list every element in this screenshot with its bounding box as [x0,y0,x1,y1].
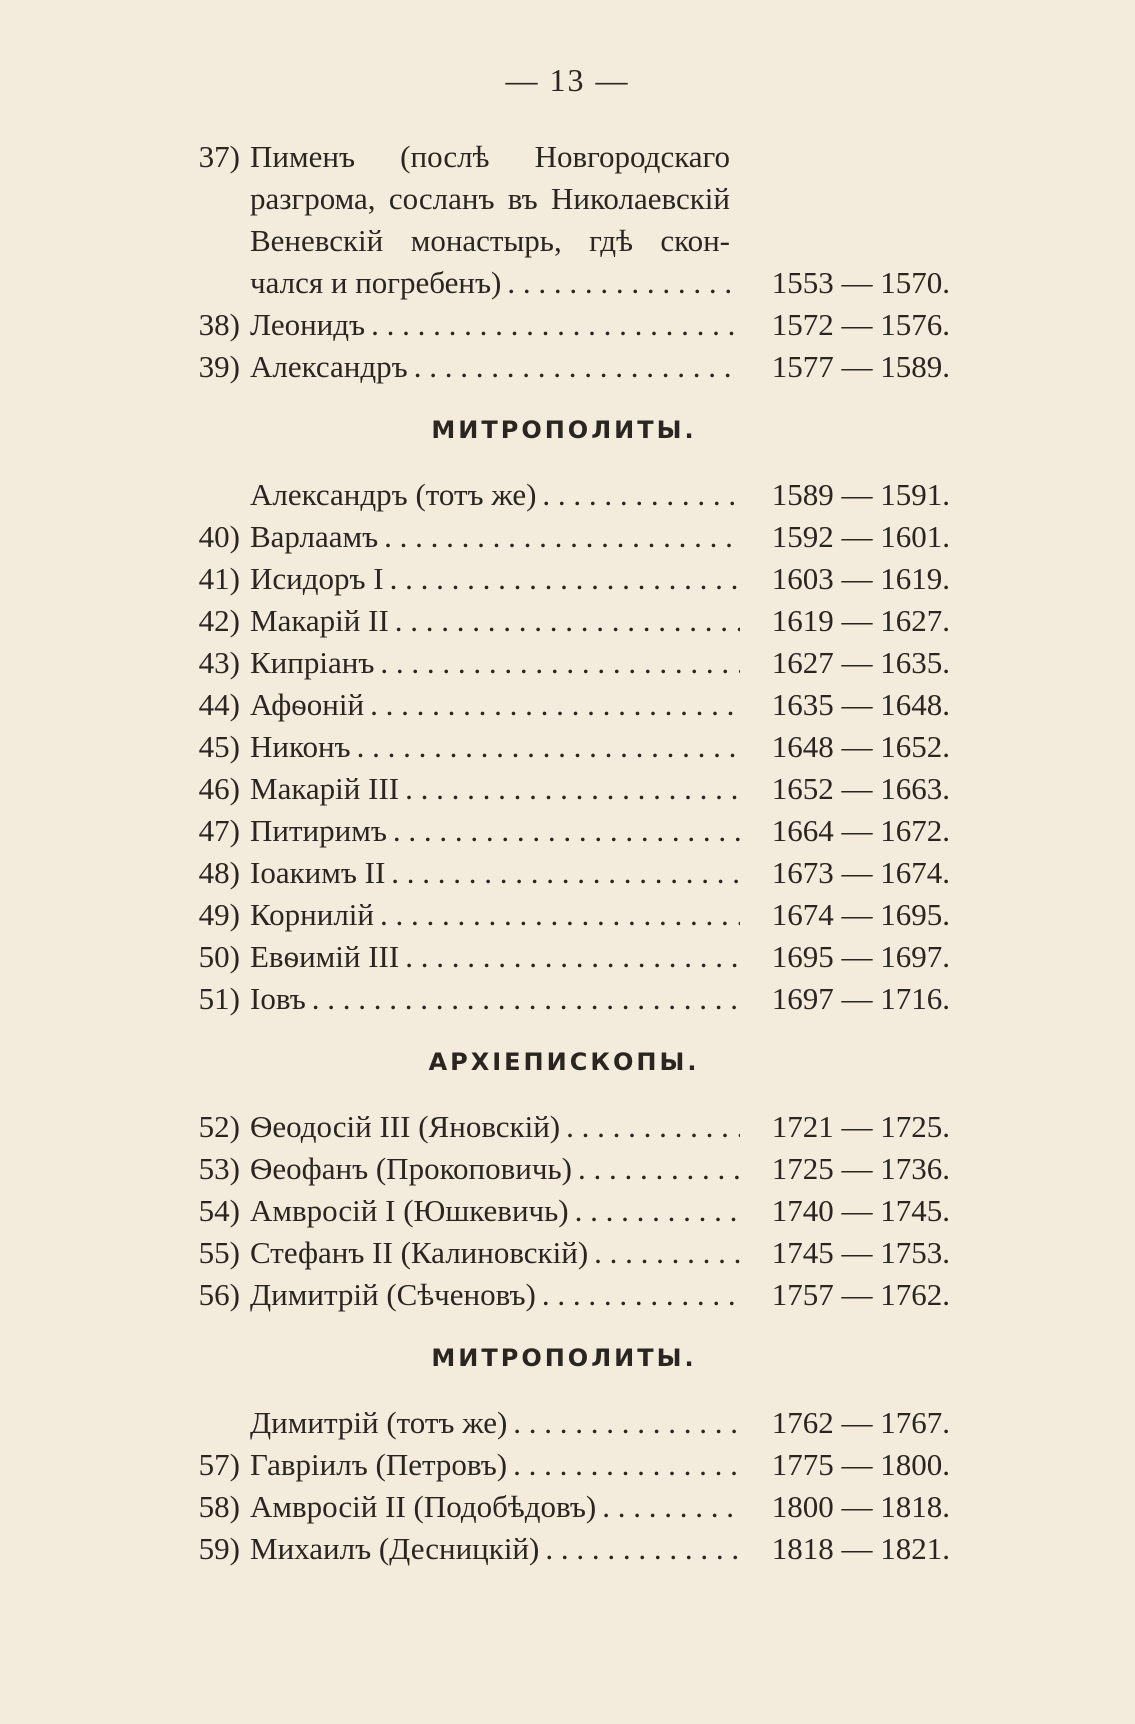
entry-name: Димитрій (Сѣченовъ) [250,1277,536,1312]
entry-name: чался и погребенъ) [250,265,502,300]
entry-number: 56) [198,1277,240,1312]
entry-years: 1627 — 1635. [771,645,950,680]
entry-number: 40) [198,519,240,554]
entry-body [250,346,950,388]
entry-body [250,1232,950,1274]
entry-number: 43) [198,645,240,680]
entry-body [250,810,950,852]
list-entry [178,346,950,388]
entry-body [250,136,950,304]
list-entry [178,1148,950,1190]
entry-group [178,1106,950,1316]
entry-name: Исидоръ I [250,561,384,596]
dot-leader [507,1402,740,1444]
list-entry [178,136,950,304]
list-entry [178,642,950,684]
dot-leader [374,894,740,936]
list-entry [178,852,950,894]
entry-text-line: разгрома, сосланъ въ Николаевскій [250,181,730,216]
dot-leader [385,852,740,894]
entry-name: Іоакимъ II [250,855,386,890]
section-heading: МИТРОПОЛИТЫ. [431,416,697,444]
entry-number: 54) [198,1193,240,1228]
entry-name: Кипріанъ [250,645,375,680]
entry-years: 1572 — 1576. [771,307,950,342]
entry-name: Макарій II [250,603,389,638]
entry-body [250,642,950,684]
content [178,136,950,1570]
dot-leader [539,1528,740,1570]
entry-number: 57) [198,1447,240,1482]
entry-number: 53) [198,1151,240,1186]
entry-body [250,1528,950,1570]
entry-number: 48) [198,855,240,890]
entry-text-line: Веневскій монастырь, гдѣ скон- [250,223,730,258]
dot-leader [507,1444,740,1486]
entry-text-line: Пименъ (послѣ Новгородскаго [250,139,730,174]
entry-years: 1762 — 1767. [771,1405,950,1440]
list-entry [178,978,950,1020]
entry-number: 38) [198,307,240,342]
entry-number: 37) [198,139,240,174]
dot-leader [374,642,740,684]
list-entry [178,304,950,346]
dot-leader [399,768,740,810]
entry-number: 39) [198,349,240,384]
entry-body [250,1486,950,1528]
entry-name: Корнилій [250,897,374,932]
entry-number: 46) [198,771,240,806]
entry-years: 1800 — 1818. [771,1489,950,1524]
entry-body [250,558,950,600]
entry-years: 1592 — 1601. [771,519,950,554]
dot-leader [560,1106,740,1148]
dot-leader [569,1190,740,1232]
entry-name: Михаилъ (Десницкій) [250,1531,540,1566]
entry-body [250,304,950,346]
list-entry [178,1402,950,1444]
dot-leader [389,600,740,642]
entry-name: Никонъ [250,729,351,764]
entry-body [250,726,950,768]
entry-number: 59) [198,1531,240,1566]
entry-name: Леонидъ [250,307,366,342]
entry-group [178,1402,950,1570]
list-entry [178,1106,950,1148]
dot-leader [399,936,740,978]
entry-number: 51) [198,981,240,1016]
entry-years: 1589 — 1591. [771,477,950,512]
list-entry [178,516,950,558]
entry-number: 42) [198,603,240,638]
list-entry [178,1528,950,1570]
entry-number: 47) [198,813,240,848]
entry-years: 1664 — 1672. [771,813,950,848]
section-heading: МИТРОПОЛИТЫ. [431,1344,697,1372]
entry-years: 1757 — 1762. [771,1277,950,1312]
entry-name: Димитрій (тотъ же) [250,1405,508,1440]
entry-years: 1577 — 1589. [771,349,950,384]
entry-years: 1818 — 1821. [771,1531,950,1566]
entry-name: Ѳеофанъ (Прокоповичь) [250,1151,572,1186]
dot-leader [501,262,740,304]
entry-years: 1697 — 1716. [771,981,950,1016]
entry-name: Іовъ [250,981,306,1016]
list-entry [178,1190,950,1232]
dot-leader [572,1148,740,1190]
list-entry [178,726,950,768]
list-entry [178,1444,950,1486]
dot-leader [387,810,740,852]
entry-name: Афѳоній [250,687,365,722]
entry-name: Евѳимій III [250,939,400,974]
entry-body [250,852,950,894]
entry-years: 1619 — 1627. [771,603,950,638]
entry-number: 52) [198,1109,240,1144]
dot-leader [364,684,740,726]
dot-leader [588,1232,740,1274]
entry-years: 1553 — 1570. [771,265,950,300]
entry-years: 1603 — 1619. [771,561,950,596]
entry-name: Питиримъ [250,813,387,848]
entry-body [250,1148,950,1190]
entry-body [250,1106,950,1148]
section-heading: АРХІЕПИСКОПЫ. [428,1048,700,1076]
dot-leader [408,346,740,388]
entry-body [250,1402,950,1444]
dot-leader [378,516,740,558]
entry-body [250,894,950,936]
entry-number: 45) [198,729,240,764]
entry-body [250,768,950,810]
entry-name: Александръ [250,349,408,384]
dot-leader [351,726,740,768]
entry-name: Гавріилъ (Петровъ) [250,1447,508,1482]
entry-name: Ѳеодосій III (Яновскій) [250,1109,561,1144]
entry-body [250,1444,950,1486]
list-entry [178,1232,950,1274]
entry-number: 58) [198,1489,240,1524]
dot-leader [384,558,740,600]
entry-body [250,600,950,642]
entry-body [250,936,950,978]
dot-leader [365,304,740,346]
list-entry [178,768,950,810]
entry-years: 1725 — 1736. [771,1151,950,1186]
list-entry [178,1486,950,1528]
list-entry [178,894,950,936]
entry-number: 44) [198,687,240,722]
entry-name: Амвросій II (Подобѣдовъ) [250,1489,597,1524]
entry-years: 1648 — 1652. [771,729,950,764]
list-entry [178,936,950,978]
entry-body [250,684,950,726]
entry-years: 1635 — 1648. [771,687,950,722]
entry-name: Макарій III [250,771,400,806]
entry-number: 50) [198,939,240,974]
entry-name: Стефанъ II (Калиновскій) [250,1235,589,1270]
entry-body [250,1190,950,1232]
entry-number: 41) [198,561,240,596]
list-entry [178,810,950,852]
entry-body [250,474,950,516]
entry-number: 49) [198,897,240,932]
entry-group [178,304,950,388]
dot-leader [536,1274,740,1316]
entry-years: 1674 — 1695. [771,897,950,932]
entry-body [250,978,950,1020]
entry-number [178,1402,250,1444]
entry-last-line [250,262,950,304]
entry-years: 1721 — 1725. [771,1109,950,1144]
entry-group [178,474,950,1020]
dot-leader [306,978,740,1020]
entry-name: Варлаамъ [250,519,379,554]
entry-years: 1775 — 1800. [771,1447,950,1482]
entry-number [178,474,250,516]
list-entry [178,600,950,642]
list-entry [178,684,950,726]
entry-years: 1652 — 1663. [771,771,950,806]
list-entry [178,558,950,600]
entry-name: Александръ (тотъ же) [250,477,537,512]
entry-years: 1745 — 1753. [771,1235,950,1270]
entry-body [250,1274,950,1316]
entry-name: Амвросій I (Юшкевичь) [250,1193,569,1228]
page-number: — 13 — [505,62,630,98]
entry-body [250,516,950,558]
entry-years: 1695 — 1697. [771,939,950,974]
list-entry [178,1274,950,1316]
entry-years: 1740 — 1745. [771,1193,950,1228]
dot-leader [596,1486,740,1528]
entry-number: 55) [198,1235,240,1270]
list-entry [178,474,950,516]
dot-leader [536,474,740,516]
entry-years: 1673 — 1674. [771,855,950,890]
